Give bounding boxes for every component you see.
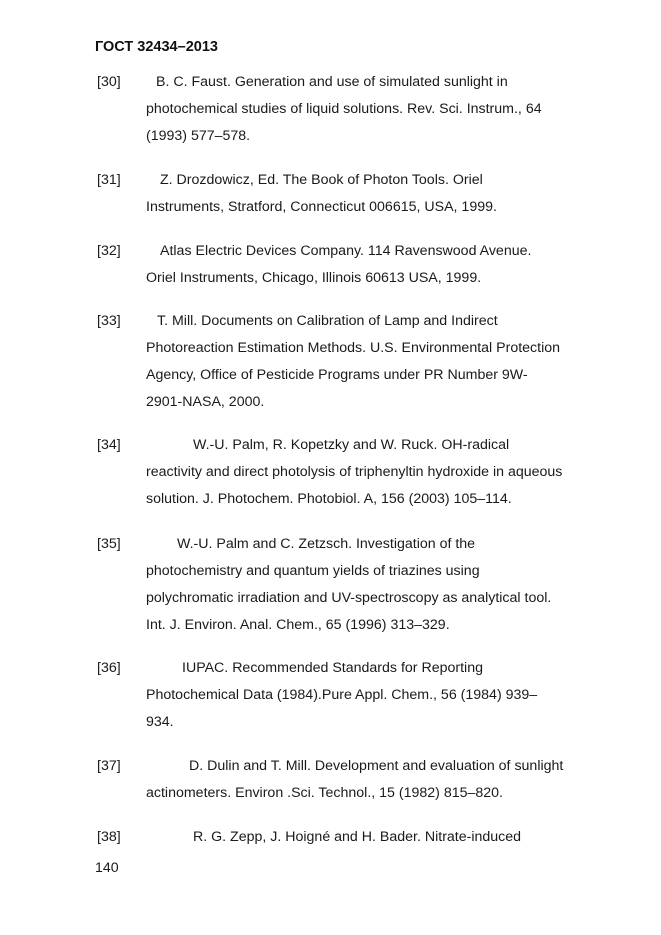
reference-text-line: IUPAC. Recommended Standards for Reporting (182, 660, 483, 676)
reference-text-line: W.-U. Palm, R. Kopetzky and W. Ruck. OH-radical (193, 437, 510, 453)
reference-text-line: W.-U. Palm and C. Zetzsch. Investigation of the (177, 536, 476, 552)
reference-text-line: Photochemical Data (1984).Pure Appl. Chem., 56 (1984) 939– (146, 687, 538, 703)
reference-text-line: polychromatic irradiation and UV-spectroscopy as analytical tool. (146, 590, 552, 606)
reference-number: [31] (97, 172, 121, 188)
reference-number: [30] (97, 74, 121, 90)
standard-header: ГОСТ 32434–2013 (95, 39, 218, 55)
reference-text-line: Instruments, Stratford, Connecticut 006615, USA, 1999. (146, 199, 497, 215)
reference-number: [32] (97, 243, 121, 259)
reference-number: [35] (97, 536, 121, 552)
reference-number: [34] (97, 437, 121, 453)
page-number: 140 (95, 860, 119, 876)
reference-number: [37] (97, 758, 121, 774)
reference-text-line: B. C. Faust. Generation and use of simulated sunlight in (156, 74, 508, 90)
reference-text-line: reactivity and direct photolysis of triphenyltin hydroxide in aqueous (146, 464, 563, 480)
reference-text-line: Atlas Electric Devices Company. 114 Ravenswood Avenue. (160, 243, 532, 259)
reference-text-line: (1993) 577–578. (146, 128, 251, 144)
reference-text-line: photochemical studies of liquid solutions. Rev. Sci. Instrum., 64 (146, 101, 542, 117)
reference-text-line: Int. J. Environ. Anal. Chem., 65 (1996) 313–329. (146, 617, 450, 633)
reference-text-line: Agency, Office of Pesticide Programs under PR Number 9W- (146, 367, 528, 383)
reference-text-line: T. Mill. Documents on Calibration of Lamp and Indirect (157, 313, 498, 329)
reference-text-line: actinometers. Environ .Sci. Technol., 15 (1982) 815–820. (146, 785, 503, 801)
reference-text-line: 2901-NASA, 2000. (146, 394, 265, 410)
reference-text-line: 934. (146, 714, 174, 730)
reference-text-line: R. G. Zepp, J. Hoigné and H. Bader. Nitrate-induced (193, 829, 522, 845)
reference-text-line: D. Dulin and T. Mill. Development and evaluation of sunlight (189, 758, 564, 774)
reference-text-line: Z. Drozdowicz, Ed. The Book of Photon Tools. Oriel (160, 172, 483, 188)
reference-text-line: photochemistry and quantum yields of triazines using (146, 563, 480, 579)
reference-number: [38] (97, 829, 121, 845)
reference-text-line: solution. J. Photochem. Photobiol. A, 156 (2003) 105–114. (146, 491, 512, 507)
reference-number: [36] (97, 660, 121, 676)
reference-text-line: Oriel Instruments, Chicago, Illinois 60613 USA, 1999. (146, 270, 482, 286)
reference-text-line: Photoreaction Estimation Methods. U.S. Environmental Protection (146, 340, 561, 356)
reference-number: [33] (97, 313, 121, 329)
